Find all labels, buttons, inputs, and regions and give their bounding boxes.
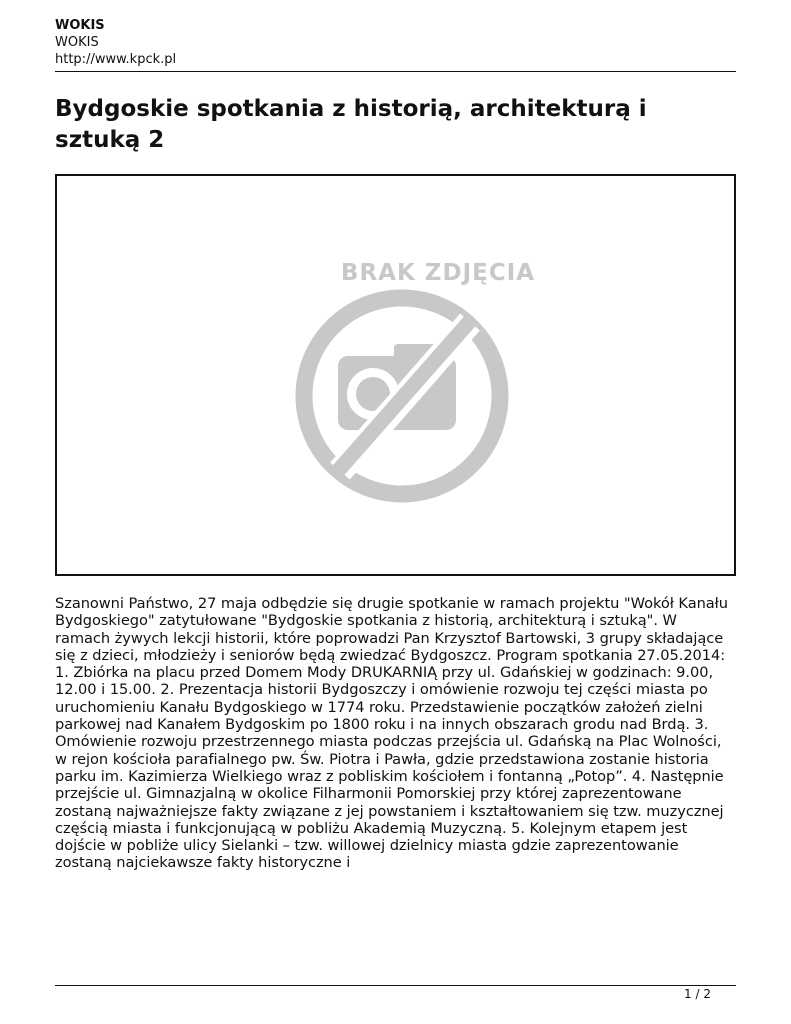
- article-image-placeholder: [55, 174, 736, 576]
- site-url-link[interactable]: http://www.kpck.pl: [55, 52, 177, 67]
- site-title: WOKIS: [55, 18, 105, 33]
- no-photo-label: BRAK ZDJĘCIA: [340, 260, 536, 286]
- header-divider: [55, 71, 736, 72]
- article-title: Bydgoskie spotkania z historią, architekturą i sztuką 2: [55, 96, 647, 153]
- article-body: Szanowni Państwo, 27 maja odbędzie się drugie spotkanie w ramach projektu "Wokół Kanału Bydgoskiego" zatytułowane "Bydgoskie spotkania z historią, architekturą i sztuką". W ramach żywych lekcji historii, które poprowadzi Pan Krzysztof Bartowski, 3 grupy składające się z dzieci, młodzieży i seniorów będą zwiedzać Bydgoszcz. Program spotkania 27.05.2014: 1. Zbiórka na placu przed Domem Mody DRUKARNIĄ przy ul. Gdańskiej w godzinach: 9.00, 12.00 i 15.00. 2. Prezentacja historii Bydgoszczy i omówienie rozwoju tej części miasta po uruchomieniu Kanału Bydgoskiego w 1774 roku. Przedstawienie początków założeń zielni parkowej nad Kanałem Bydgoskim po 1800 roku i na innych obszarach grodu nad Brdą. 3. Omówienie rozwoju przestrzennego miasta podczas przejścia ul. Gdańską na Plac Wolności, w rejon kościoła parafialnego pw. Św. Piotra i Pawła, gdzie przedstawiona zostanie historia parku im. Kazimierza Wielkiego wraz z pobliskim kościołem i fontanną „Potop”. 4. Następnie przejście ul. Gimnazjalną w okolice Filharmonii Pomorskiej przy której zaprezentowane zostaną najważniejsze fakty związane z jej powstaniem i kształtowaniem się tzw. muzycznej częścią miasta i funkcjonującą w pobliżu Akademią Muzyczną. 5. Kolejnym etapem jest dojście w pobliże ulicy Sielanki – tzw. willowej dzielnicy miasta gdzie zaprezentowanie zostaną najciekawsze fakty historyczne i: [55, 595, 728, 872]
- footer-divider: [55, 985, 736, 986]
- page-number: 1 / 2: [684, 987, 711, 1001]
- no-camera-icon: [57, 176, 734, 574]
- document-header: [55, 17, 736, 68]
- site-name: WOKIS: [55, 35, 99, 50]
